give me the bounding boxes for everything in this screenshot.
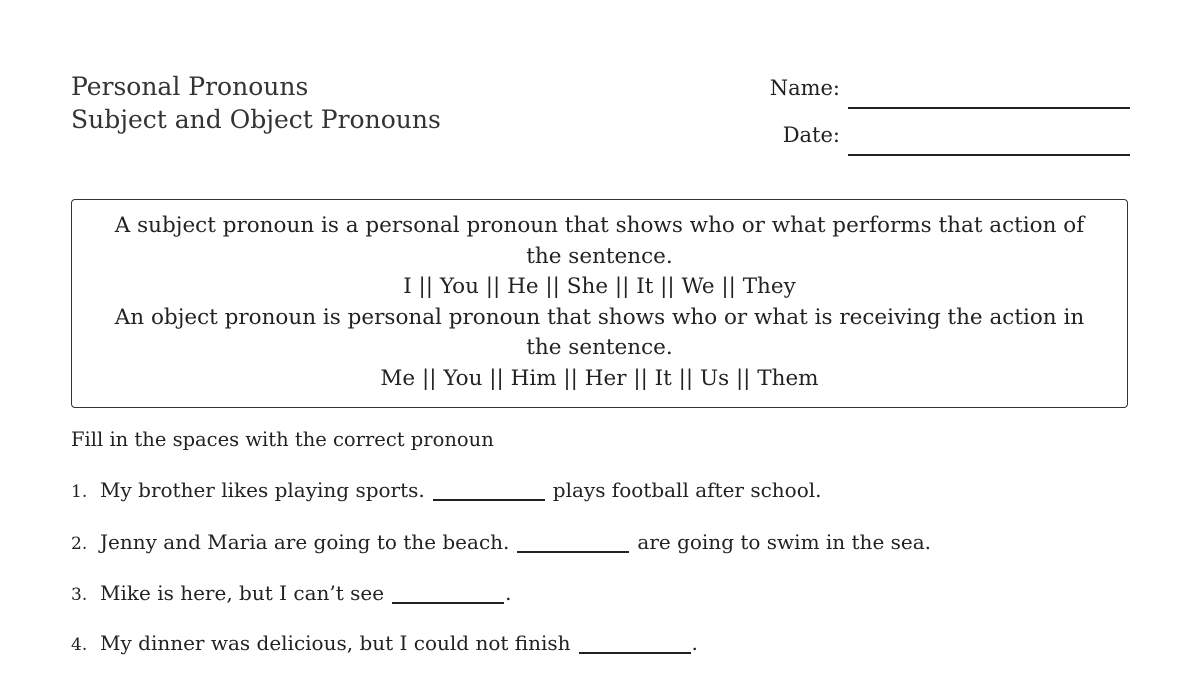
date-field[interactable]	[848, 154, 1130, 156]
page-subtitle: Subject and Object Pronouns	[71, 105, 441, 134]
answer-blank[interactable]	[517, 551, 629, 553]
object-definition: An object pronoun is personal pronoun that shows who or what is receiving the action in the sentence.	[114, 304, 1085, 360]
date-label: Date:	[782, 123, 840, 147]
subject-definition: A subject pronoun is a personal pronoun that shows who or what performs that action of the sentence.	[114, 213, 1085, 269]
page-title: Personal Pronouns	[71, 72, 309, 101]
question-text-after: are going to swim in the sea.	[637, 530, 932, 554]
question-number: 1.	[71, 482, 88, 502]
instructions: Fill in the spaces with the correct pronoun	[71, 428, 494, 451]
question-text-before: Jenny and Maria are going to the beach.	[100, 530, 510, 554]
question-1	[71, 478, 822, 502]
question-number: 4.	[71, 635, 88, 655]
question-text-after: .	[505, 581, 512, 605]
name-date-block	[730, 74, 1130, 168]
answer-blank[interactable]	[579, 652, 691, 654]
answer-blank[interactable]	[392, 602, 504, 604]
date-row	[730, 121, 1130, 168]
question-text-after: .	[691, 631, 698, 655]
object-pronoun-list: Me || You || Him || Her || It || Us || Them	[380, 365, 819, 391]
question-text-after: plays football after school.	[552, 478, 822, 502]
question-2	[71, 530, 931, 554]
definition-box	[71, 199, 1128, 408]
name-label: Name:	[769, 76, 840, 100]
name-field[interactable]	[848, 107, 1130, 109]
question-text-before: My brother likes playing sports.	[100, 478, 425, 502]
answer-blank[interactable]	[433, 499, 545, 501]
question-text-before: Mike is here, but I can’t see	[100, 581, 385, 605]
question-number: 3.	[71, 585, 88, 605]
worksheet-header	[71, 70, 441, 136]
question-3	[71, 581, 511, 605]
name-row	[730, 74, 1130, 121]
question-text-before: My dinner was delicious, but I could not finish	[100, 631, 571, 655]
subject-pronoun-list: I || You || He || She || It || We || They	[403, 274, 796, 299]
question-number: 2.	[71, 534, 88, 554]
question-4	[71, 631, 698, 655]
